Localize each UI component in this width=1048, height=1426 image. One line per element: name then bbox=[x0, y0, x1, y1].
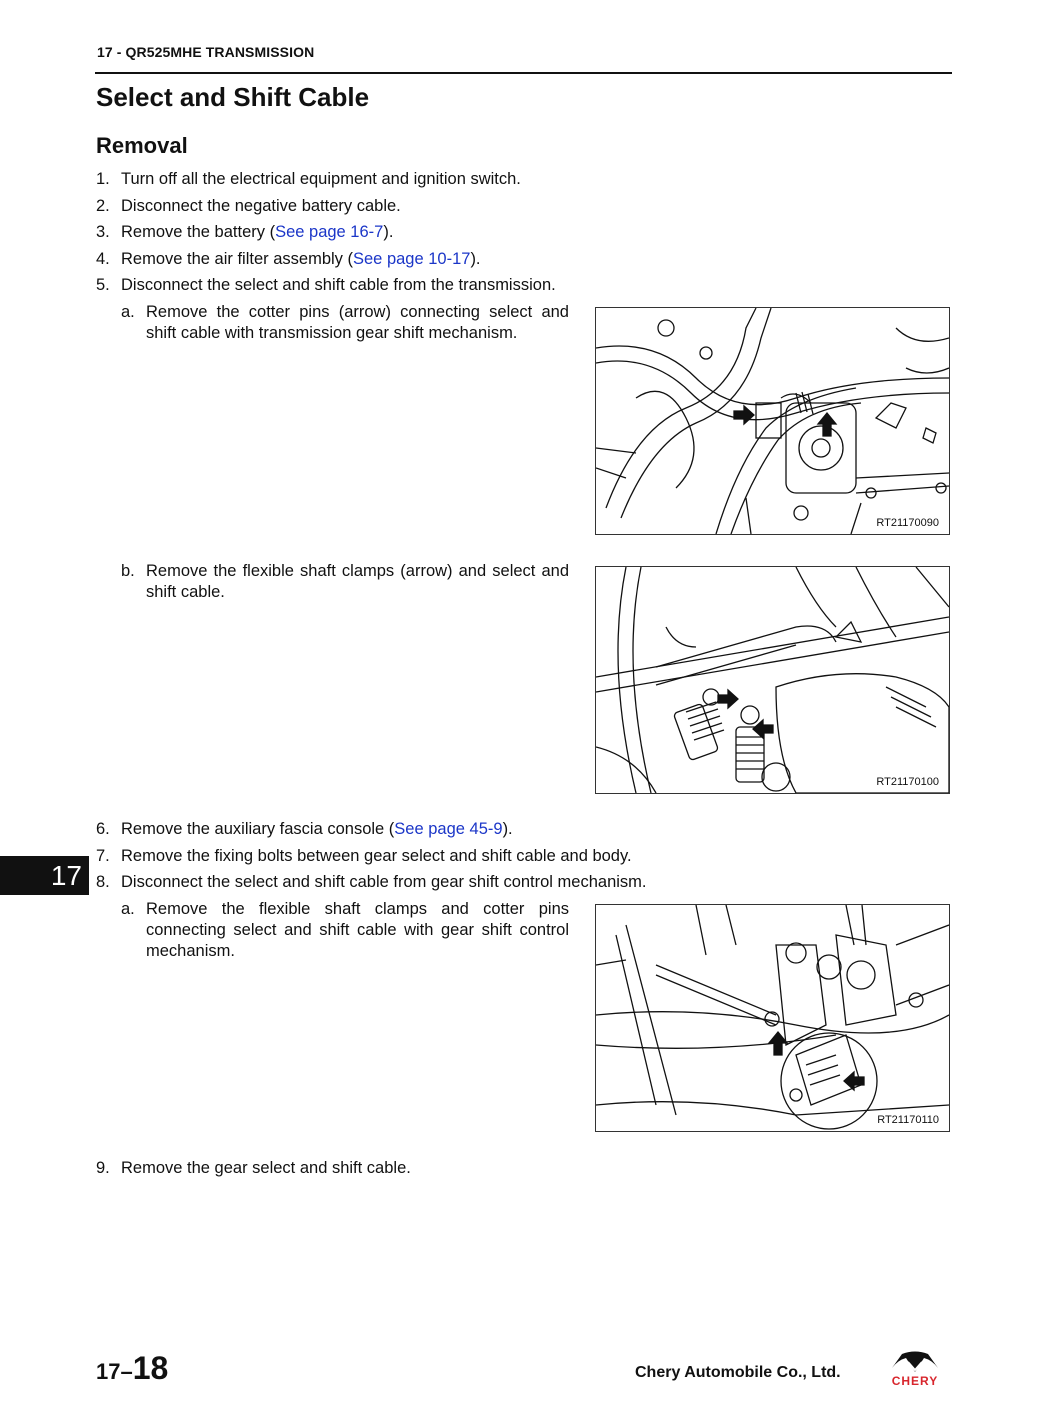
substep-8a bbox=[121, 899, 569, 962]
chapter-tab: 17 bbox=[0, 856, 89, 895]
substep-letter: a. bbox=[121, 303, 135, 321]
see-page-link[interactable]: See page 10-17 bbox=[353, 250, 471, 268]
step-number: 8. bbox=[96, 873, 110, 891]
step-text: Disconnect the select and shift cable from gear shift control mechanism. bbox=[121, 873, 647, 891]
figure-shaft-clamps bbox=[595, 566, 950, 794]
figure-code: RT21170110 bbox=[877, 1114, 939, 1126]
step-number: 5. bbox=[96, 276, 110, 294]
step-number: 2. bbox=[96, 197, 110, 215]
step-text: Remove the fixing bolts between gear select and shift cable and body. bbox=[121, 847, 632, 865]
engine-bay-illustration-2 bbox=[596, 567, 949, 793]
step-2 bbox=[96, 195, 401, 217]
step-text-post: ). bbox=[502, 820, 513, 838]
step-text-pre: Remove the auxiliary fascia console ( bbox=[121, 820, 395, 838]
step-7 bbox=[96, 845, 632, 867]
substep-letter: a. bbox=[121, 900, 135, 918]
engine-bay-illustration-1 bbox=[596, 308, 949, 534]
footer-company: Chery Automobile Co., Ltd. bbox=[635, 1364, 841, 1381]
page-title: Select and Shift Cable bbox=[96, 82, 370, 112]
step-number: 3. bbox=[96, 223, 110, 241]
step-3 bbox=[96, 221, 393, 243]
page-num: 18 bbox=[132, 1350, 169, 1386]
step-1 bbox=[96, 168, 521, 190]
step-text-post: ). bbox=[470, 250, 481, 268]
step-number: 1. bbox=[96, 170, 110, 188]
see-page-link[interactable]: See page 45-9 bbox=[394, 820, 503, 838]
substep-text: Remove the cotter pins (arrow) connecting select and shift cable with transmission gear shift mechanism. bbox=[146, 303, 569, 342]
substep-text: Remove the flexible shaft clamps (arrow) and select and shift cable. bbox=[146, 562, 569, 601]
substep-5a bbox=[121, 302, 569, 344]
step-9 bbox=[96, 1157, 411, 1179]
substep-5b bbox=[121, 561, 569, 603]
step-text-pre: Remove the battery ( bbox=[121, 223, 276, 241]
step-6 bbox=[96, 818, 513, 840]
shift-mechanism-illustration bbox=[596, 905, 949, 1131]
figure-code: RT21170100 bbox=[876, 776, 939, 788]
header-rule bbox=[95, 72, 952, 74]
substep-letter: b. bbox=[121, 562, 135, 580]
step-text: Turn off all the electrical equipment and ignition switch. bbox=[121, 170, 521, 188]
figure-code: RT21170090 bbox=[876, 517, 939, 529]
step-5 bbox=[96, 274, 556, 296]
page-number bbox=[96, 1350, 168, 1387]
figure-shift-control bbox=[595, 904, 950, 1132]
step-text-post: ). bbox=[383, 223, 394, 241]
chery-logo bbox=[882, 1350, 948, 1390]
chery-logo-icon bbox=[882, 1350, 948, 1390]
step-text: Disconnect the select and shift cable from the transmission. bbox=[121, 276, 556, 294]
step-text: Remove the gear select and shift cable. bbox=[121, 1159, 411, 1177]
step-text-pre: Remove the air filter assembly ( bbox=[121, 250, 353, 268]
step-8 bbox=[96, 871, 647, 893]
page-prefix: 17– bbox=[96, 1359, 133, 1384]
step-number: 6. bbox=[96, 820, 110, 838]
step-4 bbox=[96, 248, 481, 270]
section-title: Removal bbox=[96, 133, 188, 158]
see-page-link[interactable]: See page 16-7 bbox=[275, 223, 384, 241]
running-header: 17 - QR525MHE TRANSMISSION bbox=[97, 44, 315, 60]
step-number: 9. bbox=[96, 1159, 110, 1177]
substep-text: Remove the flexible shaft clamps and cotter pins connecting select and shift cable with gear shift control mechanism. bbox=[146, 900, 569, 960]
step-number: 4. bbox=[96, 250, 110, 268]
figure-cotter-pins bbox=[595, 307, 950, 535]
brand-wordmark: CHERY bbox=[891, 1374, 939, 1388]
step-number: 7. bbox=[96, 847, 110, 865]
step-text: Disconnect the negative battery cable. bbox=[121, 197, 401, 215]
